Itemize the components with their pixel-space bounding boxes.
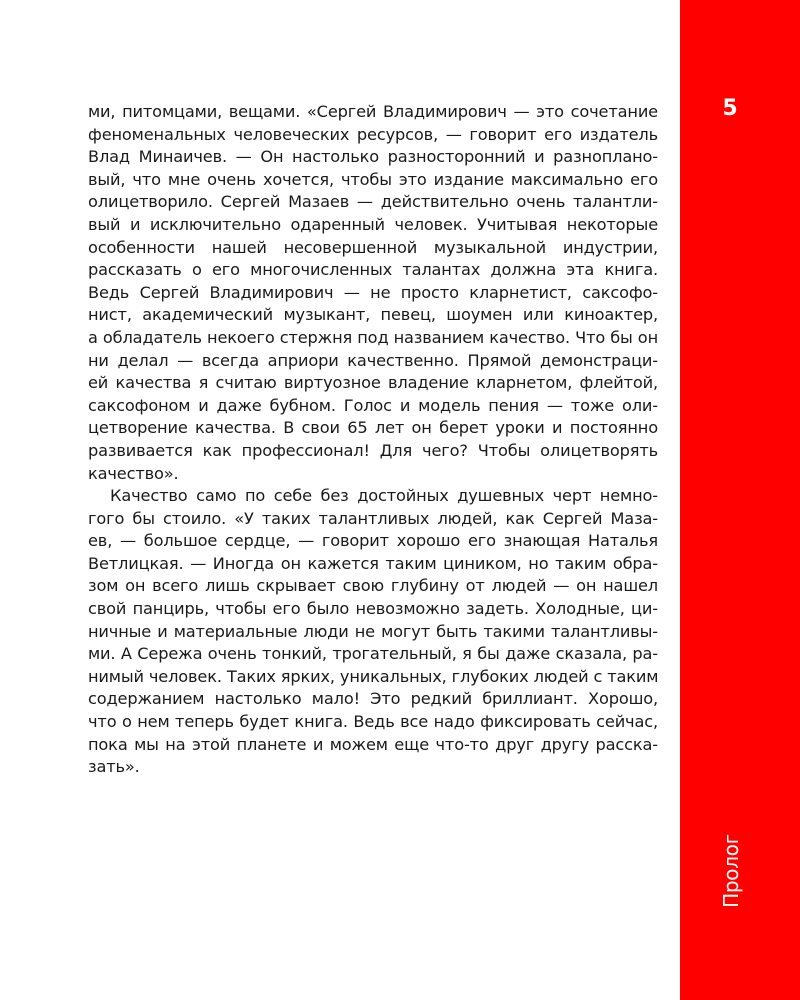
text-line: Ведь Сергей Владимирович — не просто кларнетист, саксофо- xyxy=(88,282,658,302)
text-line: ми. А Сережа очень тонкий, трогательный, я бы даже сказала, ра- xyxy=(88,644,658,664)
text-line: зать». xyxy=(88,757,140,777)
text-line: ей качества я считаю виртуозное владение кларнетом, флейтой, xyxy=(88,373,658,393)
text-line: ев, — большое сердце, — говорит хорошо его знающая Наталья xyxy=(88,531,658,551)
text-line: ни делал — всегда априори качественно. Прямой демонстраци- xyxy=(88,350,658,370)
text-line: содержанием настолько мало! Это редкий бриллиант. Хорошо, xyxy=(88,689,658,709)
text-line: вый и исключительно одаренный человек. Учитывая некоторые xyxy=(88,214,658,234)
text-line: Влад Минаичев. — Он настолько разносторонний и разноплано- xyxy=(88,147,658,167)
text-line: саксофоном и даже бубном. Голос и модель пения — тоже оли- xyxy=(88,395,658,415)
text-line: гого бы стоило. «У таких талантливых людей, как Сергей Маза- xyxy=(88,508,658,528)
text-line: зом он всего лишь скрывает свою глубину от людей — он нашел xyxy=(88,576,658,596)
text-line: Ветлицкая. — Иногда он кажется таким циником, но таким обра- xyxy=(88,553,658,573)
text-line: Качество само по себе без достойных душевных черт немно- xyxy=(110,486,658,506)
text-line: олицетворило. Сергей Мазаев — действительно очень талантли- xyxy=(88,192,658,212)
text-line: нимый человек. Таких ярких, уникальных, глубоких людей с таким xyxy=(88,666,659,686)
text-line: цетворение качества. В свои 65 лет он берет уроки и постоянно xyxy=(88,418,658,438)
text-line: а обладатель некоего стержня под названием качество. Что бы он xyxy=(88,327,658,347)
text-line: качество». xyxy=(88,463,179,483)
text-line: особенности нашей несовершенной музыкальной индустрии, xyxy=(88,237,658,257)
text-line: феноменальных человеческих ресурсов, — говорит его издатель xyxy=(88,124,658,144)
chapter-title: Пролог xyxy=(719,834,744,908)
text-line: свой панцирь, чтобы его было невозможно задеть. Холодные, ци- xyxy=(88,599,658,619)
chapter-label xyxy=(716,834,746,908)
text-line: пока мы на этой планете и можем еще что-то друг другу расска- xyxy=(88,734,658,754)
text-line: развивается как профессионал! Для чего? Чтобы олицетворять xyxy=(88,440,658,460)
text-line: ничные и материальные люди не могут быть такими талантливы- xyxy=(88,621,658,641)
text-line: что о нем теперь будет книга. Ведь все надо фиксировать сейчас, xyxy=(88,712,658,732)
text-line: ми, питомцами, вещами. «Сергей Владимирович — это сочетание xyxy=(88,102,658,121)
red-sidebar xyxy=(680,0,800,1000)
text-line: вый, что мне очень хочется, чтобы это издание максимально его xyxy=(88,169,658,189)
page-number: 5 xyxy=(722,96,738,121)
body-text xyxy=(88,101,658,779)
text-line: нист, академический музыкант, певец, шоумен или киноактер, xyxy=(88,305,658,325)
text-line: рассказать о его многочисленных талантах должна эта книга. xyxy=(88,260,658,280)
